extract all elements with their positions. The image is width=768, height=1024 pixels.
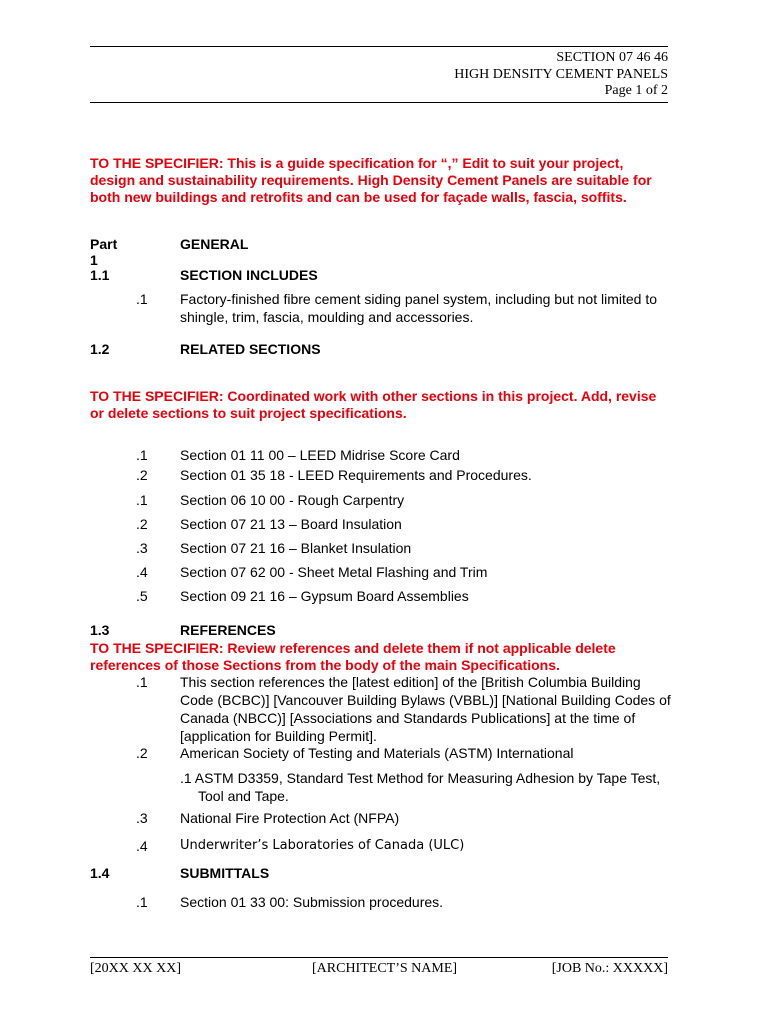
- footer-date: [20XX XX XX]: [90, 961, 181, 976]
- item-number: .5: [136, 588, 148, 604]
- footer-job-number: [JOB No.: XXXXX]: [551, 961, 668, 976]
- item-text: Section 01 33 00: Submission procedures.: [180, 894, 444, 910]
- part-title: GENERAL: [180, 236, 249, 252]
- footer-architect: [ARCHITECT’S NAME]: [312, 961, 458, 976]
- section-1-2-title: RELATED SECTIONS: [180, 341, 321, 357]
- item-number: .1: [136, 674, 148, 690]
- header-top-rule: [90, 46, 668, 47]
- specifier-note-3: TO THE SPECIFIER: Review references and delete them if not applicable delete references of those Sections from the body of the main Specifications.: [90, 640, 616, 673]
- item-number: .2: [136, 467, 148, 483]
- item-text: Section 07 21 16 – Blanket Insulation: [180, 540, 412, 556]
- section-title: HIGH DENSITY CEMENT PANELS: [454, 67, 668, 82]
- item-number: .1: [136, 291, 148, 307]
- section-1-4-title: SUBMITTALS: [180, 865, 270, 881]
- sub-list-item: .1 ASTM D3359, Standard Test Method for Measuring Adhesion by Tape Test, Tool and Tape.: [180, 770, 661, 804]
- section-1-1-number: 1.1: [90, 267, 110, 283]
- item-text: Underwriter’s Laboratories of Canada (ULC): [180, 838, 465, 853]
- specifier-note-1: TO THE SPECIFIER: This is a guide specification for “,” Edit to suit your project, design and sustainability requirements. High Density Cement Panels are suitable for both new buildings and retrofits and can be used for façade walls, fascia, soffits.: [90, 155, 652, 205]
- item-number: .1: [136, 447, 148, 463]
- specifier-note-2: TO THE SPECIFIER: Coordinated work with other sections in this project. Add, revise or delete sections to suit project specifications.: [90, 388, 657, 421]
- item-text: Section 01 11 00 – LEED Midrise Score Card: [180, 447, 460, 463]
- item-text: Section 07 62 00 - Sheet Metal Flashing and Trim: [180, 564, 488, 580]
- item-text: Factory-finished fibre cement siding panel system, including but not limited to shingle, trim, fascia, moulding and accessories.: [180, 291, 658, 325]
- item-number: .1: [136, 894, 148, 910]
- item-text: Section 09 21 16 – Gypsum Board Assemblies: [180, 588, 469, 604]
- item-number: .2: [136, 745, 148, 761]
- section-1-1-title: SECTION INCLUDES: [180, 267, 318, 283]
- part-number: Part 1: [90, 236, 118, 268]
- item-number: .4: [136, 838, 148, 854]
- item-number: .3: [136, 810, 148, 826]
- item-text: National Fire Protection Act (NFPA): [180, 810, 400, 826]
- item-number: .2: [136, 516, 148, 532]
- section-number: SECTION 07 46 46: [556, 50, 668, 65]
- item-text: This section references the [latest edition] of the [British Columbia Building Code (BCBC)] [Vancouver Building Bylaws (VBBL)] [National Building Codes of Canada (NBCC)] [Associations and Standards Publications] at the time of [application for Building Permit].: [180, 674, 671, 744]
- section-1-3-number: 1.3: [90, 622, 110, 638]
- item-text: Section 06 10 00 - Rough Carpentry: [180, 492, 405, 508]
- item-text: American Society of Testing and Materials (ASTM) International: [180, 745, 574, 761]
- section-1-4-number: 1.4: [90, 865, 110, 881]
- section-1-2-number: 1.2: [90, 341, 110, 357]
- footer-rule: [90, 957, 668, 958]
- page-number: Page 1 of 2: [604, 83, 668, 98]
- section-1-3-title: REFERENCES: [180, 622, 276, 638]
- header-bottom-rule: [90, 102, 668, 103]
- item-text: Section 07 21 13 – Board Insulation: [180, 516, 402, 532]
- item-number: .1: [136, 492, 148, 508]
- item-text: Section 01 35 18 - LEED Requirements and Procedures.: [180, 467, 532, 483]
- item-number: .4: [136, 564, 148, 580]
- item-number: .3: [136, 540, 148, 556]
